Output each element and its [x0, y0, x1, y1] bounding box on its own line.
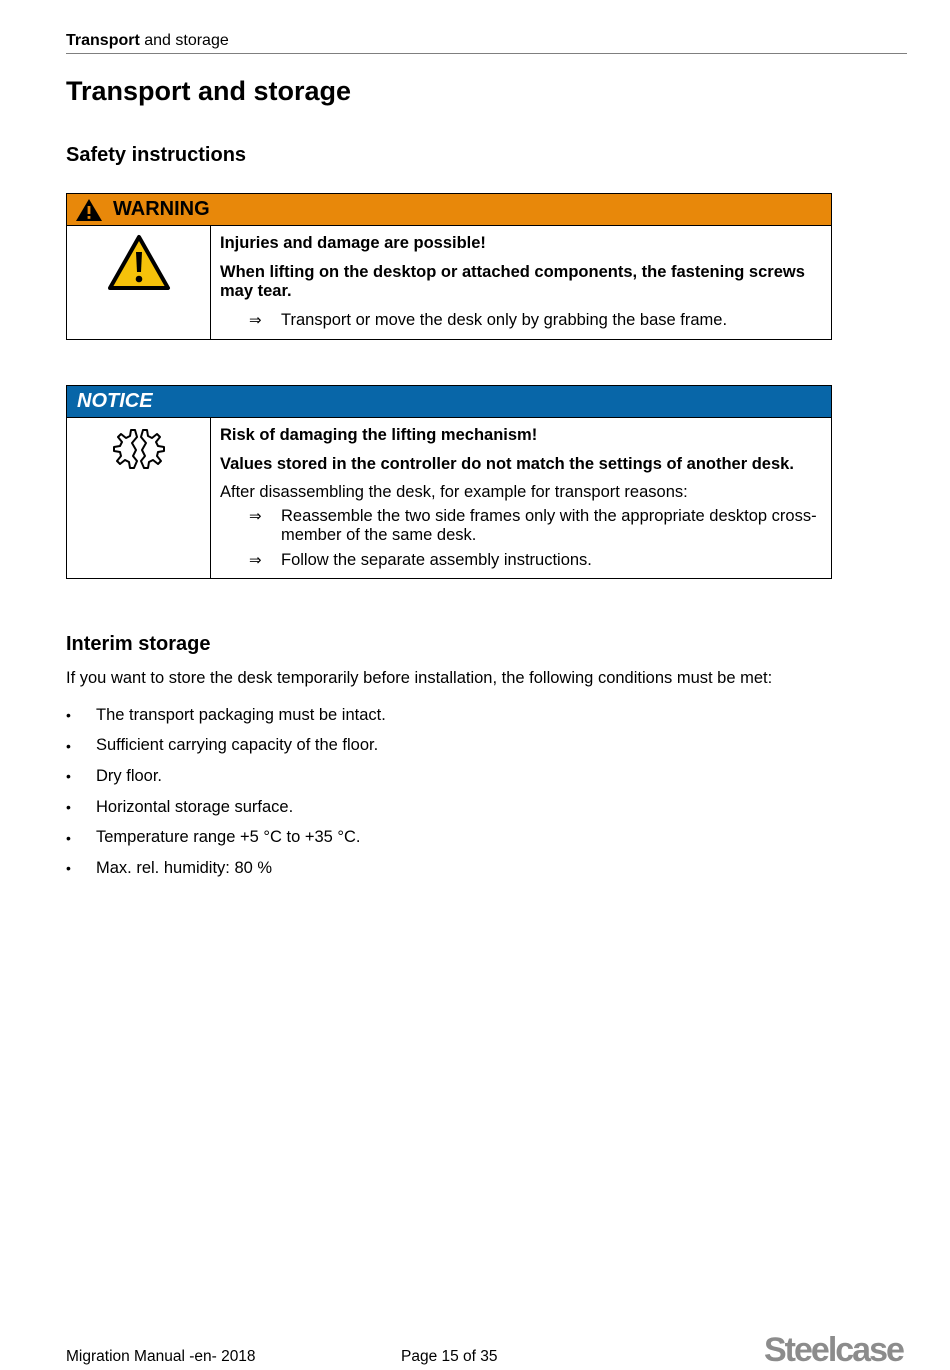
list-item-text: Horizontal storage surface.: [96, 797, 294, 816]
bullet-icon: •: [66, 737, 71, 754]
header-rule: [66, 53, 907, 54]
warning-icon-cell: [67, 226, 211, 339]
notice-step-text: Follow the separate assembly instructions.: [281, 550, 592, 569]
list-item-text: The transport packaging must be intact.: [96, 705, 386, 724]
list-item-text: Sufficient carrying capacity of the floor.: [96, 736, 379, 755]
warning-line2: When lifting on the desktop or attached components, the fastening screws may tear.: [220, 262, 805, 300]
list-item: [66, 853, 386, 884]
warning-triangle-icon: [107, 234, 171, 292]
warning-small-triangle-icon: [75, 198, 103, 222]
list-item: [66, 700, 386, 731]
list-item: [66, 761, 386, 792]
warning-label: WARNING: [113, 198, 210, 220]
arrow-icon: ⇒: [249, 551, 262, 569]
running-header-bold: Transport: [66, 32, 140, 49]
list-item: [66, 792, 386, 823]
footer-page-number: Page 15 of 35: [401, 1348, 498, 1365]
notice-label: NOTICE: [77, 390, 153, 412]
warning-step-text: Transport or move the desk only by grabbing the base frame.: [281, 310, 728, 329]
bullet-icon: •: [66, 707, 71, 724]
notice-step: [220, 551, 819, 571]
notice-line1: Risk of damaging the lifting mechanism!: [220, 426, 538, 444]
notice-header: [67, 386, 831, 418]
interim-intro: If you want to store the desk temporarily before installation, the following conditions must be met:: [66, 669, 773, 687]
notice-box: [66, 385, 832, 579]
notice-step-text: Reassemble the two side frames only with the appropriate desktop cross-member of the same desk.: [281, 506, 817, 544]
notice-step: [220, 507, 819, 546]
interim-heading: Interim storage: [66, 633, 211, 655]
bullet-icon: •: [66, 829, 71, 846]
arrow-icon: ⇒: [249, 311, 262, 329]
warning-step: [220, 311, 819, 331]
warning-box: [66, 193, 832, 340]
warning-header: [67, 194, 831, 226]
bullet-icon: •: [66, 768, 71, 785]
broken-gear-icon: [111, 426, 167, 478]
notice-icon-cell: [67, 418, 211, 578]
list-item-text: Temperature range +5 °C to +35 °C.: [96, 828, 361, 847]
list-item-text: Max. rel. humidity: 80 %: [96, 858, 273, 877]
list-item: [66, 731, 386, 762]
conditions-list: [66, 700, 386, 884]
steelcase-logo: Steelcase: [764, 1331, 903, 1369]
bullet-icon: •: [66, 860, 71, 877]
running-header: [66, 32, 229, 50]
list-item: [66, 822, 386, 853]
warning-line1: Injuries and damage are possible!: [220, 234, 486, 252]
notice-line2: Values stored in the controller do not match the settings of another desk.: [220, 454, 794, 473]
page-title: Transport and storage: [66, 76, 352, 106]
notice-intro: After disassembling the desk, for example for transport reasons:: [220, 483, 688, 501]
footer-document-name: Migration Manual -en- 2018: [66, 1348, 256, 1365]
list-item-text: Dry floor.: [96, 766, 163, 785]
arrow-icon: ⇒: [249, 507, 262, 525]
safety-heading: Safety instructions: [66, 144, 247, 166]
bullet-icon: •: [66, 799, 71, 816]
running-header-rest: and storage: [139, 32, 229, 49]
